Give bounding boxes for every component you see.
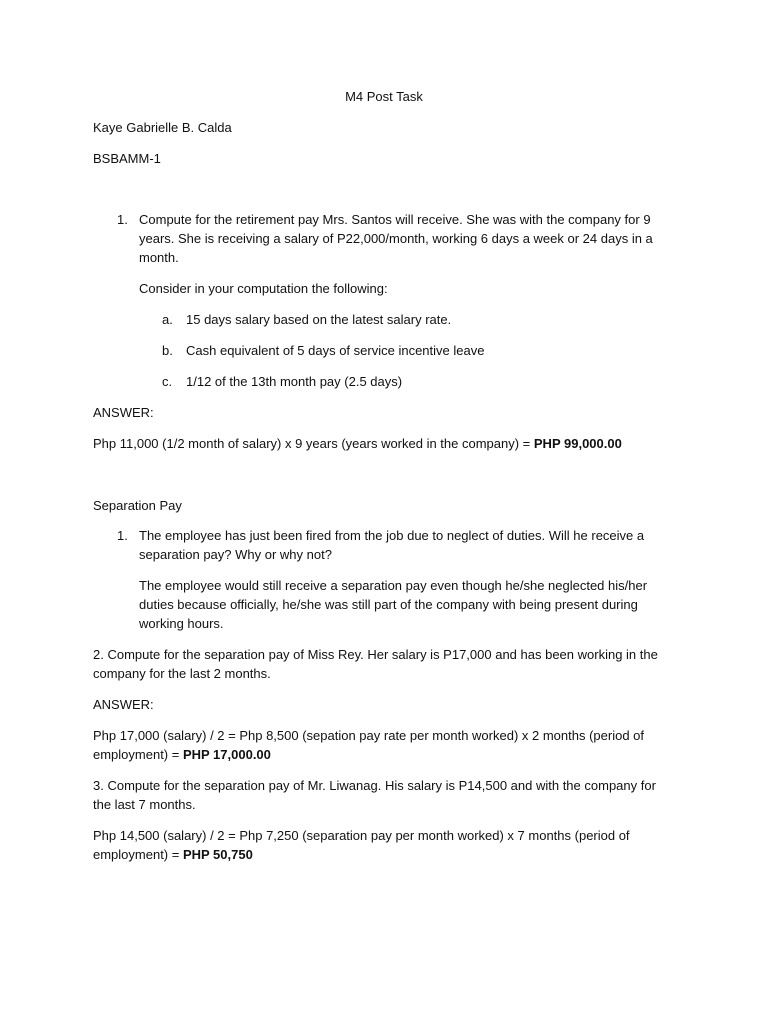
answer-text-line: Php 17,000 (salary) / 2 = Php 8,500 (sepation pay rate per month worked) x 2 months (period of (93, 728, 645, 743)
answer-result: PHP 50,750 (182, 847, 253, 862)
list-marker: a. (162, 312, 173, 327)
answer-line (93, 845, 253, 864)
question-text-line: 2. Compute for the separation pay of Miss Rey. Her salary is P17,000 and has been working in the (93, 647, 658, 662)
list-item: 1/12 of the 13th month pay (2.5 days) (186, 374, 403, 389)
answer-label: ANSWER: (93, 697, 154, 712)
document-title: M4 Post Task (345, 89, 423, 104)
answer-line (93, 434, 622, 453)
question-text-line: years. She is receiving a salary of P22,000/month, working 6 days a week or 24 days in a (139, 231, 653, 246)
answer-text: employment) = (93, 847, 183, 862)
question-text-line: separation pay? Why or why not? (139, 547, 332, 562)
question-number: 1. (117, 528, 128, 543)
answer-text-line: The employee would still receive a separation pay even though he/she neglected his/her (139, 578, 648, 593)
question-text-line: month. (139, 250, 179, 265)
list-marker: b. (162, 343, 173, 358)
question-number: 1. (117, 212, 128, 227)
question-text-line: 3. Compute for the separation pay of Mr. Liwanag. His salary is P14,500 and with the company for (93, 778, 656, 793)
list-marker: c. (162, 374, 173, 389)
answer-text: employment) = (93, 747, 183, 762)
question-text-line: The employee has just been fired from the job due to neglect of duties. Will he receive a (139, 528, 645, 543)
section-heading: Separation Pay (93, 498, 182, 513)
answer-text: Php 11,000 (1/2 month of salary) x 9 years (years worked in the company) = (93, 436, 534, 451)
answer-text-line: Php 14,500 (salary) / 2 = Php 7,250 (separation pay per month worked) x 7 months (period of (93, 828, 630, 843)
student-name: Kaye Gabrielle B. Calda (93, 120, 232, 135)
answer-line (93, 745, 271, 764)
question-text-line: company for the last 2 months. (93, 666, 271, 681)
question-text-line: Compute for the retirement pay Mrs. Santos will receive. She was with the company for 9 (139, 212, 651, 227)
list-item: Cash equivalent of 5 days of service incentive leave (186, 343, 485, 358)
answer-result: PHP 17,000.00 (182, 747, 271, 762)
answer-label: ANSWER: (93, 405, 154, 420)
answer-text-line: working hours. (139, 616, 224, 631)
list-item: 15 days salary based on the latest salary rate. (186, 312, 452, 327)
answer-result: PHP 99,000.00 (533, 436, 622, 451)
question-text-line: the last 7 months. (93, 797, 196, 812)
student-section: BSBAMM-1 (93, 151, 161, 166)
answer-text-line: duties because officially, he/she was still part of the company with being present during (139, 597, 638, 612)
consider-text: Consider in your computation the following: (139, 281, 388, 296)
